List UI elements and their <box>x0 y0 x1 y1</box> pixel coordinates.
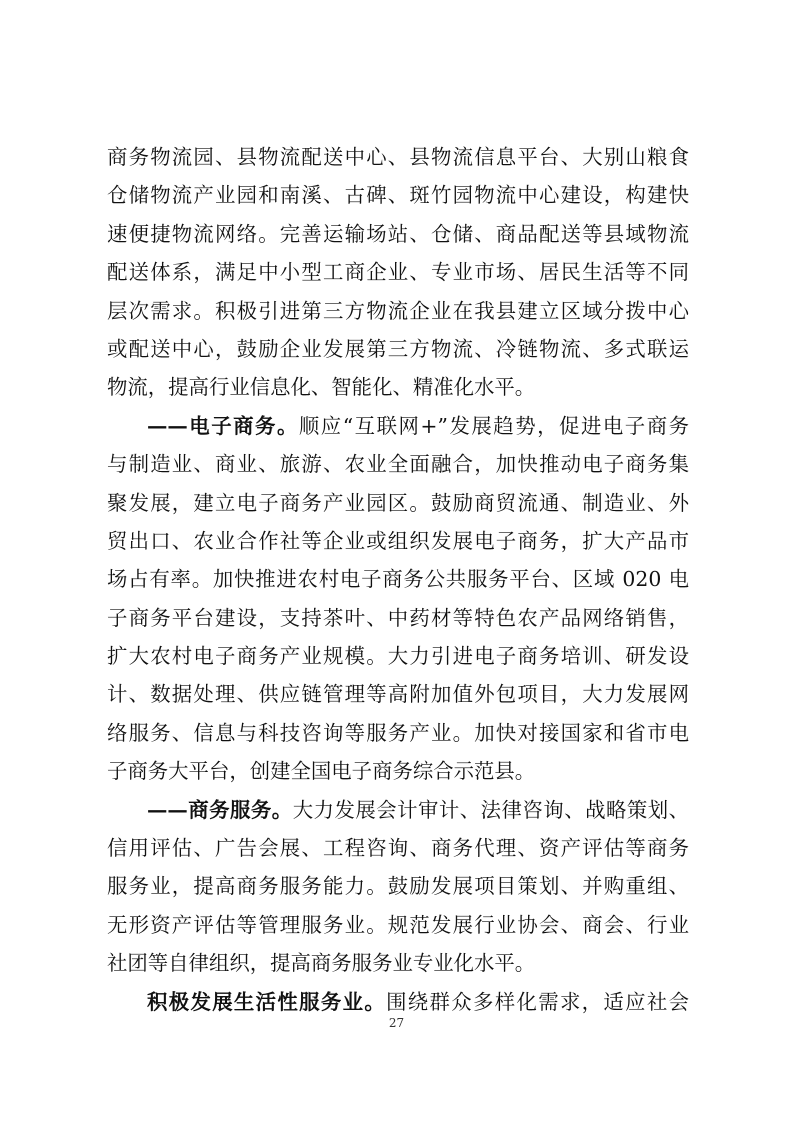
text-line-12 <box>107 560 689 598</box>
section-heading-ecommerce: ——电子商务。 <box>147 413 299 438</box>
text-run: 扩大农村电子商务产业规模。大力引进电子商务培训、研发设 <box>107 644 689 669</box>
text-run: 速便捷物流网络。完善运输场站、仓储、商品配送等县域物流 <box>107 221 689 246</box>
text-run: 络服务、信息与科技咨询等服务产业。加快对接国家和省市电 <box>107 720 689 745</box>
text-run: 商务物流园、县物流配送中心、县物流信息平台、大别山粮食 <box>107 145 689 169</box>
section-heading-life-services: 积极发展生活性服务业。 <box>147 989 387 1014</box>
text-line-19 <box>107 829 689 867</box>
text-run: 顺应“互联网+”发展趋势，促进电子商务 <box>298 413 689 438</box>
text-line-17 <box>107 752 689 790</box>
text-run: 大力发展会计审计、法律咨询、战略策划、 <box>292 797 690 822</box>
text-line-14 <box>107 637 689 675</box>
text-run: 场占有率。加快推进农村电子商务公共服务平台、区域 020 电 <box>107 567 689 592</box>
text-line-4 <box>107 253 689 291</box>
text-run: 物流，提高行业信息化、智能化、精准化水平。 <box>107 375 536 400</box>
text-run: 服务业，提高商务服务能力。鼓励发展项目策划、并购重组、 <box>107 874 689 899</box>
text-line-7 <box>107 368 689 406</box>
text-run: 子商务大平台，创建全国电子商务综合示范县。 <box>107 759 536 784</box>
text-line-5 <box>107 292 689 330</box>
text-run: 与制造业、商业、旅游、农业全面融合，加快推动电子商务集 <box>107 452 689 477</box>
text-run: 无形资产评估等管理服务业。规范发展行业协会、商会、行业 <box>107 912 689 937</box>
text-run: 信用评估、广告会展、工程咨询、商务代理、资产评估等商务 <box>107 836 689 861</box>
text-run: 仓储物流产业园和南溪、古碑、斑竹园物流中心建设，构建快 <box>107 183 689 208</box>
text-line-18 <box>107 791 689 829</box>
section-heading-business-services: ——商务服务。 <box>147 797 293 822</box>
text-line-8 <box>107 407 689 445</box>
text-line-10 <box>107 484 689 522</box>
text-run: 贸出口、农业合作社等企业或组织发展电子商务，扩大产品市 <box>107 528 689 553</box>
text-line-11 <box>107 522 689 560</box>
text-line-21 <box>107 906 689 944</box>
text-line-1 <box>107 138 689 176</box>
text-run: 配送体系，满足中小型工商企业、专业市场、居民生活等不同 <box>107 260 689 285</box>
text-line-15 <box>107 675 689 713</box>
text-line-3 <box>107 215 689 253</box>
text-line-16 <box>107 714 689 752</box>
text-run: 层次需求。积极引进第三方物流企业在我县建立区域分拨中心 <box>107 298 689 323</box>
text-run: 社团等自律组织，提高商务服务业专业化水平。 <box>107 951 536 976</box>
text-run: 或配送中心，鼓励企业发展第三方物流、冷链物流、多式联运 <box>107 336 689 361</box>
text-run: 计、数据处理、供应链管理等高附加值外包项目，大力发展网 <box>107 682 689 707</box>
text-line-9 <box>107 445 689 483</box>
text-run: 聚发展，建立电子商务产业园区。鼓励商贸流通、制造业、外 <box>107 490 689 515</box>
body-text <box>107 138 689 1021</box>
text-line-13 <box>107 599 689 637</box>
text-line-6 <box>107 330 689 368</box>
text-line-22 <box>107 944 689 982</box>
text-run: 围绕群众多样化需求，适应社会 <box>386 989 690 1014</box>
text-run: 子商务平台建设，支持茶叶、中药材等特色农产品网络销售， <box>107 605 689 630</box>
text-line-20 <box>107 867 689 905</box>
text-line-2 <box>107 176 689 214</box>
page-number: 27 <box>388 1016 405 1030</box>
